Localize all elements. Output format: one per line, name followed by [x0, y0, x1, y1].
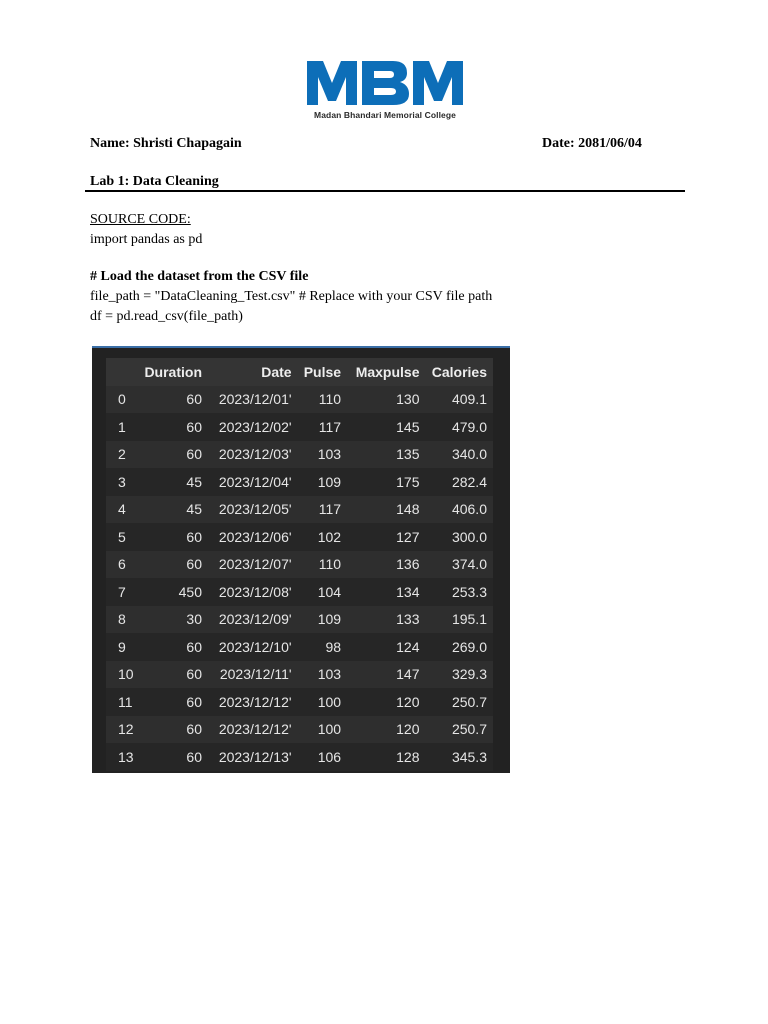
duration-cell: 45 — [141, 468, 208, 496]
column-header-pulse: Pulse — [298, 358, 347, 386]
pulse-cell: 102 — [298, 523, 347, 551]
index-cell: 8 — [106, 606, 141, 634]
pulse-cell: 100 — [298, 716, 347, 744]
index-cell: 4 — [106, 496, 141, 524]
duration-cell: 60 — [141, 688, 208, 716]
header-divider — [85, 190, 685, 192]
pulse-cell: 98 — [298, 633, 347, 661]
calories-cell: 253.3 — [426, 578, 494, 606]
table-row — [106, 413, 493, 441]
pulse-cell: 109 — [298, 606, 347, 634]
index-cell: 13 — [106, 743, 141, 771]
duration-cell: 450 — [141, 578, 208, 606]
date-cell: 2023/12/08' — [208, 578, 298, 606]
code-line-readcsv: df = pd.read_csv(file_path) — [90, 309, 243, 324]
maxpulse-cell: 147 — [347, 661, 425, 689]
index-cell: 9 — [106, 633, 141, 661]
source-code-heading: SOURCE CODE: — [90, 212, 191, 227]
maxpulse-cell: 133 — [347, 606, 425, 634]
mbm-logo-mark — [305, 57, 465, 107]
maxpulse-cell: 175 — [347, 468, 425, 496]
duration-cell: 45 — [141, 496, 208, 524]
index-cell: 0 — [106, 386, 141, 414]
calories-cell: 329.3 — [426, 661, 494, 689]
index-cell: 5 — [106, 523, 141, 551]
table-row — [106, 716, 493, 744]
maxpulse-cell: 124 — [347, 633, 425, 661]
calories-cell: 282.4 — [426, 468, 494, 496]
calories-cell: 269.0 — [426, 633, 494, 661]
index-cell: 2 — [106, 441, 141, 469]
calories-cell: 250.7 — [426, 716, 494, 744]
pulse-cell: 109 — [298, 468, 347, 496]
date-cell: 2023/12/04' — [208, 468, 298, 496]
table-row — [106, 468, 493, 496]
duration-cell: 60 — [141, 441, 208, 469]
maxpulse-cell: 148 — [347, 496, 425, 524]
table-row — [106, 688, 493, 716]
index-cell: 1 — [106, 413, 141, 441]
pulse-cell: 110 — [298, 551, 347, 579]
date-cell: 2023/12/10' — [208, 633, 298, 661]
pulse-cell: 103 — [298, 661, 347, 689]
column-header-calories: Calories — [426, 358, 494, 386]
index-header — [106, 358, 141, 386]
pulse-cell: 110 — [298, 386, 347, 414]
calories-cell: 406.0 — [426, 496, 494, 524]
date-cell: 2023/12/03' — [208, 441, 298, 469]
maxpulse-cell: 136 — [347, 551, 425, 579]
table-header-row — [106, 358, 493, 386]
index-cell: 3 — [106, 468, 141, 496]
date-cell: 2023/12/12' — [208, 688, 298, 716]
pulse-cell: 103 — [298, 441, 347, 469]
duration-cell: 60 — [141, 386, 208, 414]
college-logo — [305, 55, 465, 123]
duration-cell: 30 — [141, 606, 208, 634]
pulse-cell: 117 — [298, 496, 347, 524]
date-cell: 2023/12/13' — [208, 743, 298, 771]
calories-cell: 479.0 — [426, 413, 494, 441]
duration-cell: 60 — [141, 743, 208, 771]
column-header-duration: Duration — [141, 358, 208, 386]
code-comment-load: # Load the dataset from the CSV file — [90, 269, 309, 284]
calories-cell: 345.3 — [426, 743, 494, 771]
duration-cell: 60 — [141, 523, 208, 551]
date-cell: 2023/12/02' — [208, 413, 298, 441]
table-body — [106, 386, 493, 771]
index-cell: 6 — [106, 551, 141, 579]
maxpulse-cell: 135 — [347, 441, 425, 469]
maxpulse-cell: 127 — [347, 523, 425, 551]
maxpulse-cell: 120 — [347, 716, 425, 744]
maxpulse-cell: 130 — [347, 386, 425, 414]
maxpulse-cell: 128 — [347, 743, 425, 771]
logo-subtitle: Madan Bhandari Memorial College — [314, 110, 456, 120]
calories-cell: 195.1 — [426, 606, 494, 634]
index-cell: 11 — [106, 688, 141, 716]
table-row — [106, 743, 493, 771]
date-cell: 2023/12/12' — [208, 716, 298, 744]
maxpulse-cell: 134 — [347, 578, 425, 606]
lab-title: Lab 1: Data Cleaning — [90, 174, 219, 189]
date-cell: 2023/12/01' — [208, 386, 298, 414]
table-row — [106, 386, 493, 414]
date-cell: 2023/12/06' — [208, 523, 298, 551]
table-row — [106, 551, 493, 579]
date-cell: 2023/12/11' — [208, 661, 298, 689]
dataframe-table — [106, 358, 493, 771]
table-row — [106, 441, 493, 469]
table-row — [106, 496, 493, 524]
date-cell: 2023/12/09' — [208, 606, 298, 634]
code-line-filepath: file_path = "DataCleaning_Test.csv" # Replace with your CSV file path — [90, 289, 493, 304]
duration-cell: 60 — [141, 413, 208, 441]
index-cell: 7 — [106, 578, 141, 606]
code-line-import: import pandas as pd — [90, 232, 203, 247]
column-header-date: Date — [208, 358, 298, 386]
index-cell: 12 — [106, 716, 141, 744]
pulse-cell: 117 — [298, 413, 347, 441]
date-cell: 2023/12/07' — [208, 551, 298, 579]
duration-cell: 60 — [141, 551, 208, 579]
duration-cell: 60 — [141, 633, 208, 661]
table-row — [106, 633, 493, 661]
calories-cell: 300.0 — [426, 523, 494, 551]
calories-cell: 409.1 — [426, 386, 494, 414]
duration-cell: 60 — [141, 716, 208, 744]
pulse-cell: 100 — [298, 688, 347, 716]
student-name: Name: Shristi Chapagain — [90, 136, 242, 151]
date-cell: 2023/12/05' — [208, 496, 298, 524]
column-header-maxpulse: Maxpulse — [347, 358, 425, 386]
table-row — [106, 523, 493, 551]
calories-cell: 374.0 — [426, 551, 494, 579]
maxpulse-cell: 120 — [347, 688, 425, 716]
table-row — [106, 606, 493, 634]
table-row — [106, 578, 493, 606]
index-cell: 10 — [106, 661, 141, 689]
calories-cell: 250.7 — [426, 688, 494, 716]
report-date: Date: 2081/06/04 — [542, 136, 642, 151]
duration-cell: 60 — [141, 661, 208, 689]
dataframe-output — [92, 346, 510, 773]
pulse-cell: 104 — [298, 578, 347, 606]
pulse-cell: 106 — [298, 743, 347, 771]
table-row — [106, 661, 493, 689]
calories-cell: 340.0 — [426, 441, 494, 469]
maxpulse-cell: 145 — [347, 413, 425, 441]
